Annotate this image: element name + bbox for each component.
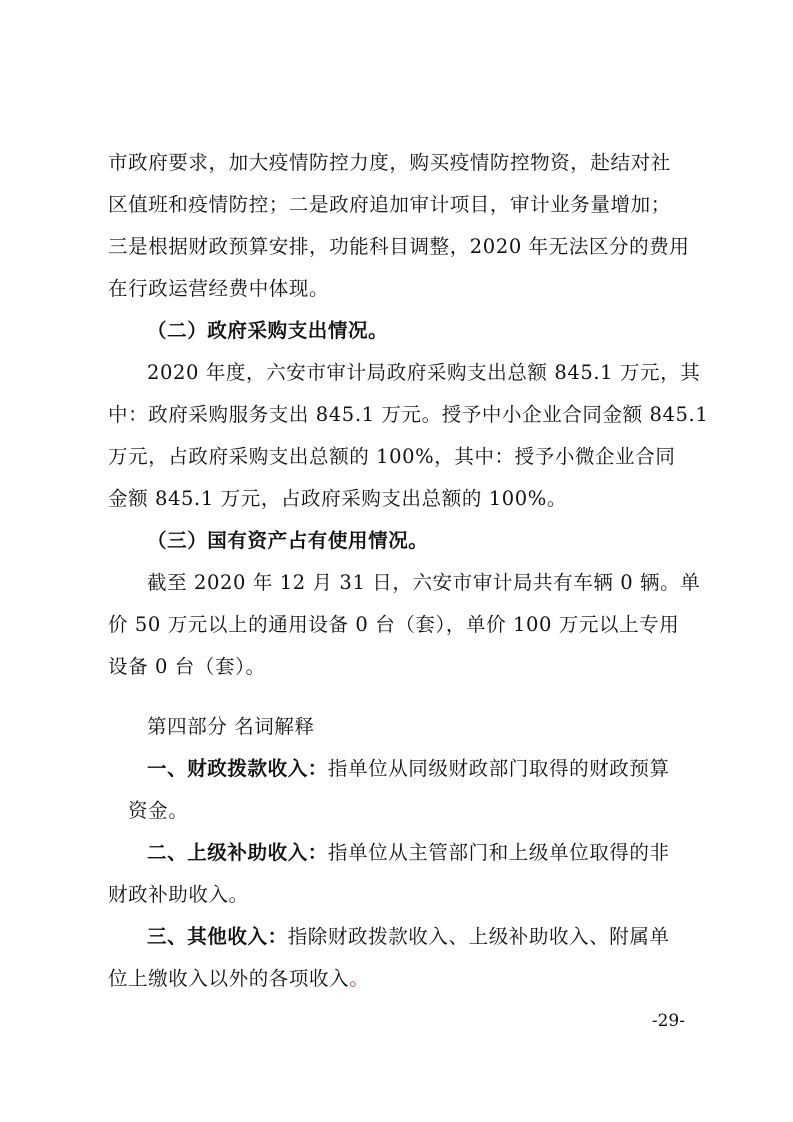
term-entry	[147, 840, 732, 866]
term-label: 一、财政拨款收入：	[147, 757, 328, 780]
term-definition-continued: 财政补助收入。	[108, 883, 249, 906]
section-heading-procurement: （二）政府采购支出情况。	[147, 319, 389, 342]
term-entry	[147, 756, 732, 782]
paragraph-line: 价 50 万元以上的通用设备 0 台（套），单价 100 万元以上专用	[108, 613, 680, 636]
term-definition-continued	[108, 966, 693, 992]
paragraph-line: 三是根据财政预算安排，功能科目调整，2020 年无法区分的费用	[108, 235, 690, 258]
term-entry	[147, 924, 732, 950]
part-four-title: 第四部分 名词解释	[147, 715, 315, 738]
paragraph-line: 在行政运营经费中体现。	[108, 277, 330, 300]
paragraph-line: 万元，占政府采购支出总额的 100%，其中：授予小微企业合同	[108, 445, 676, 468]
term-definition: 指除财政拨款收入、上级补助收入、附属单	[287, 925, 670, 948]
term-definition-continued: 资金。	[128, 799, 189, 822]
paragraph-line: 2020 年度，六安市审计局政府采购支出总额 845.1 万元，其	[147, 361, 701, 384]
paragraph-line: 市政府要求，加大疫情防控力度，购买疫情防控物资，赴结对社	[108, 151, 671, 174]
term-definition-text: 位上缴收入以外的各项收入	[108, 967, 350, 990]
paragraph-line: 设备 0 台（套）。	[108, 655, 266, 678]
paragraph-line: 截至 2020 年 12 月 31 日，六安市审计局共有车辆 0 辆。单	[147, 571, 701, 594]
term-definition: 指单位从同级财政部门取得的财政预算	[327, 757, 670, 780]
term-label: 二、上级补助收入：	[147, 841, 328, 864]
section-heading-assets: （三）国有资产占有使用情况。	[147, 529, 429, 552]
page-number: -29-	[651, 1011, 685, 1031]
term-label: 三、其他收入：	[147, 925, 288, 948]
paragraph-line: 区值班和疫情防控；二是政府追加审计项目，审计业务量增加；	[108, 193, 671, 216]
red-period-mark: 。	[349, 967, 370, 990]
term-definition: 指单位从主管部门和上级单位取得的非	[327, 841, 670, 864]
paragraph-line: 金额 845.1 万元，占政府采购支出总额的 100%。	[108, 487, 567, 510]
paragraph-line: 中：政府采购服务支出 845.1 万元。授予中小企业合同金额 845.1	[108, 403, 709, 426]
